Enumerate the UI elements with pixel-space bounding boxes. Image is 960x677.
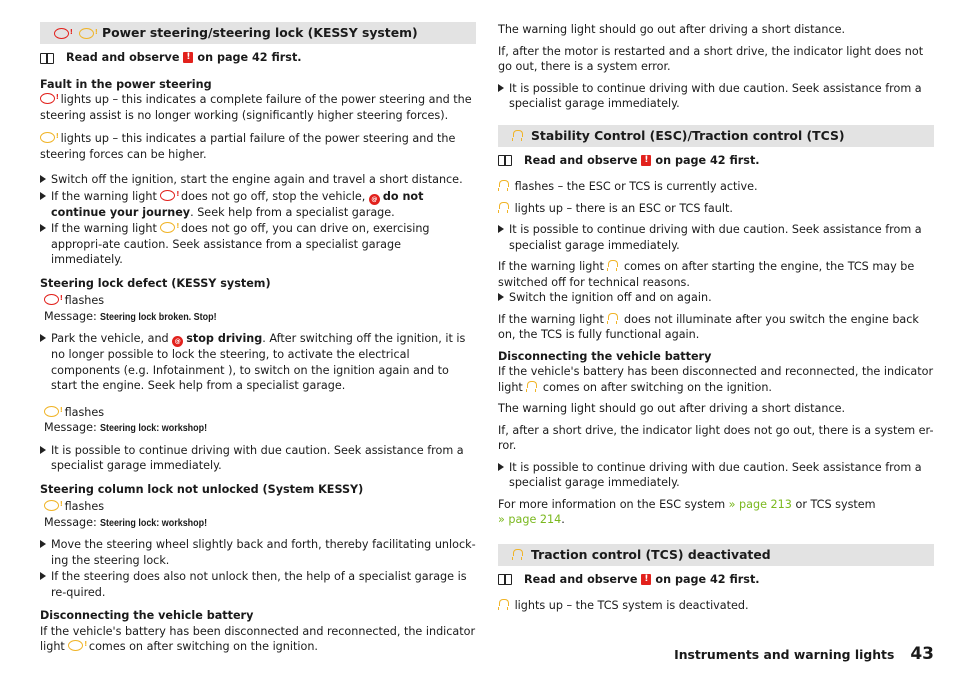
esc-icon <box>607 313 617 324</box>
right-top-bullet-1: It is possible to continue driving with due caution. Seek assistance from a specialist garage immediately. <box>498 81 934 112</box>
section-header-esc <box>498 125 934 147</box>
esc-paragraph-5: The warning light should go out after driving a short distance. <box>498 402 846 415</box>
steering-fault-red-icon <box>44 294 59 305</box>
book-icon <box>498 155 512 165</box>
column-flashes: ! flashes <box>40 499 476 515</box>
esc-paragraph-6: If, after a short drive, the indicator light does not go out, there is a system er-ror. <box>498 423 934 452</box>
column-bullet-2: If the steering does also not unlock then, the help of a specialist garage is re-quired. <box>40 569 476 600</box>
lock-message-2: Message: Steering lock: workshop! <box>44 421 208 434</box>
column-heading: Steering column lock not unlocked (System KESSY) <box>40 482 364 496</box>
battery-heading: Disconnecting the vehicle battery <box>498 349 712 363</box>
steering-fault-yellow-icon <box>44 500 59 511</box>
esc-bullet-2: Switch the ignition off and on again. <box>498 290 934 306</box>
column-message: Message: Steering lock: workshop! <box>44 515 208 529</box>
tcs-paragraph-1: lights up – the TCS system is deactivated. <box>498 598 934 614</box>
steering-fault-yellow-icon <box>160 222 175 233</box>
steering-fault-red-icon <box>54 28 69 39</box>
stop-icon: @ <box>172 336 183 347</box>
fault-paragraph-1: ! lights up – this indicates a complete failure of the power steering and the steering assist is no longer working (significantly higher steering forces). <box>40 92 476 123</box>
warning-icon: ! <box>183 52 193 63</box>
battery-text: If the vehicle's battery has been disconnected and reconnected, the indicator light ! comes on after switching on the ignition. <box>40 624 476 655</box>
steering-fault-red-icon <box>40 93 55 104</box>
fault-bullet-2: If the warning light ! does not go off, stop the vehicle, @ do not continue your journey. Seek help from a specialist garage. <box>40 189 476 221</box>
section-title: Traction control (TCS) deactivated <box>531 546 771 562</box>
warning-icon: ! <box>641 574 651 585</box>
section-header-power-steering <box>40 22 476 44</box>
book-icon <box>40 53 54 63</box>
right-top-paragraph-1: The warning light should go out after driving a short distance. <box>498 23 846 36</box>
section-title: Stability Control (ESC)/Traction control (TCS) <box>531 127 845 143</box>
steering-fault-yellow-icon <box>68 640 83 651</box>
lock-flashes: ! flashes <box>40 293 476 309</box>
esc-paragraph-1: flashes – the ESC or TCS is currently active. <box>498 179 934 195</box>
steering-fault-yellow-icon <box>44 406 59 417</box>
footer-section: Instruments and warning lights <box>674 647 895 662</box>
battery-heading: Disconnecting the vehicle battery <box>40 609 254 622</box>
tcs-off-icon <box>498 599 508 610</box>
esc-paragraph-3: If the warning light comes on after starting the engine, the TCS may be switched off for technical reasons. <box>498 260 915 289</box>
page-number: 43 <box>910 644 934 664</box>
esc-icon <box>526 381 536 392</box>
tcs-off-icon <box>512 549 522 560</box>
fault-paragraph-2: ! lights up – this indicates a partial failure of the power steering and the steering forces can be higher. <box>40 131 476 162</box>
read-observe-note: Read and observe ! on page 42 first. <box>40 50 476 66</box>
esc-icon <box>512 130 522 141</box>
esc-paragraph-4: If the warning light does not illuminate after you switch the engine back on, the TCS is fully functional again. <box>498 312 919 341</box>
esc-paragraph-2: lights up – there is an ESC or TCS fault. <box>498 201 934 217</box>
fault-heading: Fault in the power steering <box>40 77 212 91</box>
steering-fault-yellow-icon <box>79 28 94 39</box>
lock-bullet-2: It is possible to continue driving with due caution. Seek assistance from a specialist garage immediately. <box>40 443 476 474</box>
page-footer <box>674 644 934 664</box>
link-page-214[interactable]: » page 214 <box>498 513 562 526</box>
esc-icon <box>607 260 617 271</box>
steering-fault-red-icon <box>160 190 175 201</box>
read-observe-note: Read and observe ! on page 42 first. <box>498 153 934 169</box>
esc-bullet-1: It is possible to continue driving with due caution. Seek assistance from a specialist garage immediately. <box>498 222 934 253</box>
right-column <box>498 22 934 620</box>
more-info: For more information on the ESC system » page 213 or TCS system » page 214. <box>498 497 876 526</box>
lock-heading: Steering lock defect (KESSY system) <box>40 276 271 290</box>
read-observe-note: Read and observe ! on page 42 first. <box>498 572 934 588</box>
link-page-213[interactable]: » page 213 <box>728 497 792 511</box>
left-column <box>40 22 476 655</box>
section-title: Power steering/steering lock (KESSY system) <box>102 25 418 41</box>
lock-message-1: Message: Steering lock broken. Stop! <box>44 309 217 323</box>
esc-icon <box>498 202 508 213</box>
lock-flashes-2: ! flashes <box>40 405 476 421</box>
stop-icon: @ <box>369 194 380 205</box>
book-icon <box>498 574 512 584</box>
section-header-tcs <box>498 544 934 566</box>
steering-fault-yellow-icon <box>40 132 55 143</box>
esc-icon <box>498 180 508 191</box>
fault-bullet-1: Switch off the ignition, start the engine again and travel a short distance. <box>40 172 476 188</box>
warning-icon: ! <box>641 155 651 166</box>
right-top-paragraph-2: If, after the motor is restarted and a short drive, the indicator light does not go out, there is a system error. <box>498 44 924 73</box>
column-bullet-1: Move the steering wheel slightly back and forth, thereby facilitating unlock-ing the steering lock. <box>40 537 476 568</box>
esc-bullet-3: It is possible to continue driving with due caution. Seek assistance from a specialist garage immediately. <box>498 460 934 491</box>
lock-bullet-1: Park the vehicle, and @ stop driving. After switching off the ignition, it is no longer possible to lock the steering, to activate the electrical components (e.g. Infotainment ), to switch on the ignition again and to start the engine. Seek help from a specialist garage. <box>40 331 476 394</box>
battery-text: If the vehicle's battery has been disconnected and reconnected, the indicator light comes on after switching on the ignition. <box>498 365 934 394</box>
fault-bullet-3: If the warning light ! does not go off, you can drive on, exercising appropri-ate caution. Seek assistance from a specialist garage immediately. <box>40 221 476 268</box>
